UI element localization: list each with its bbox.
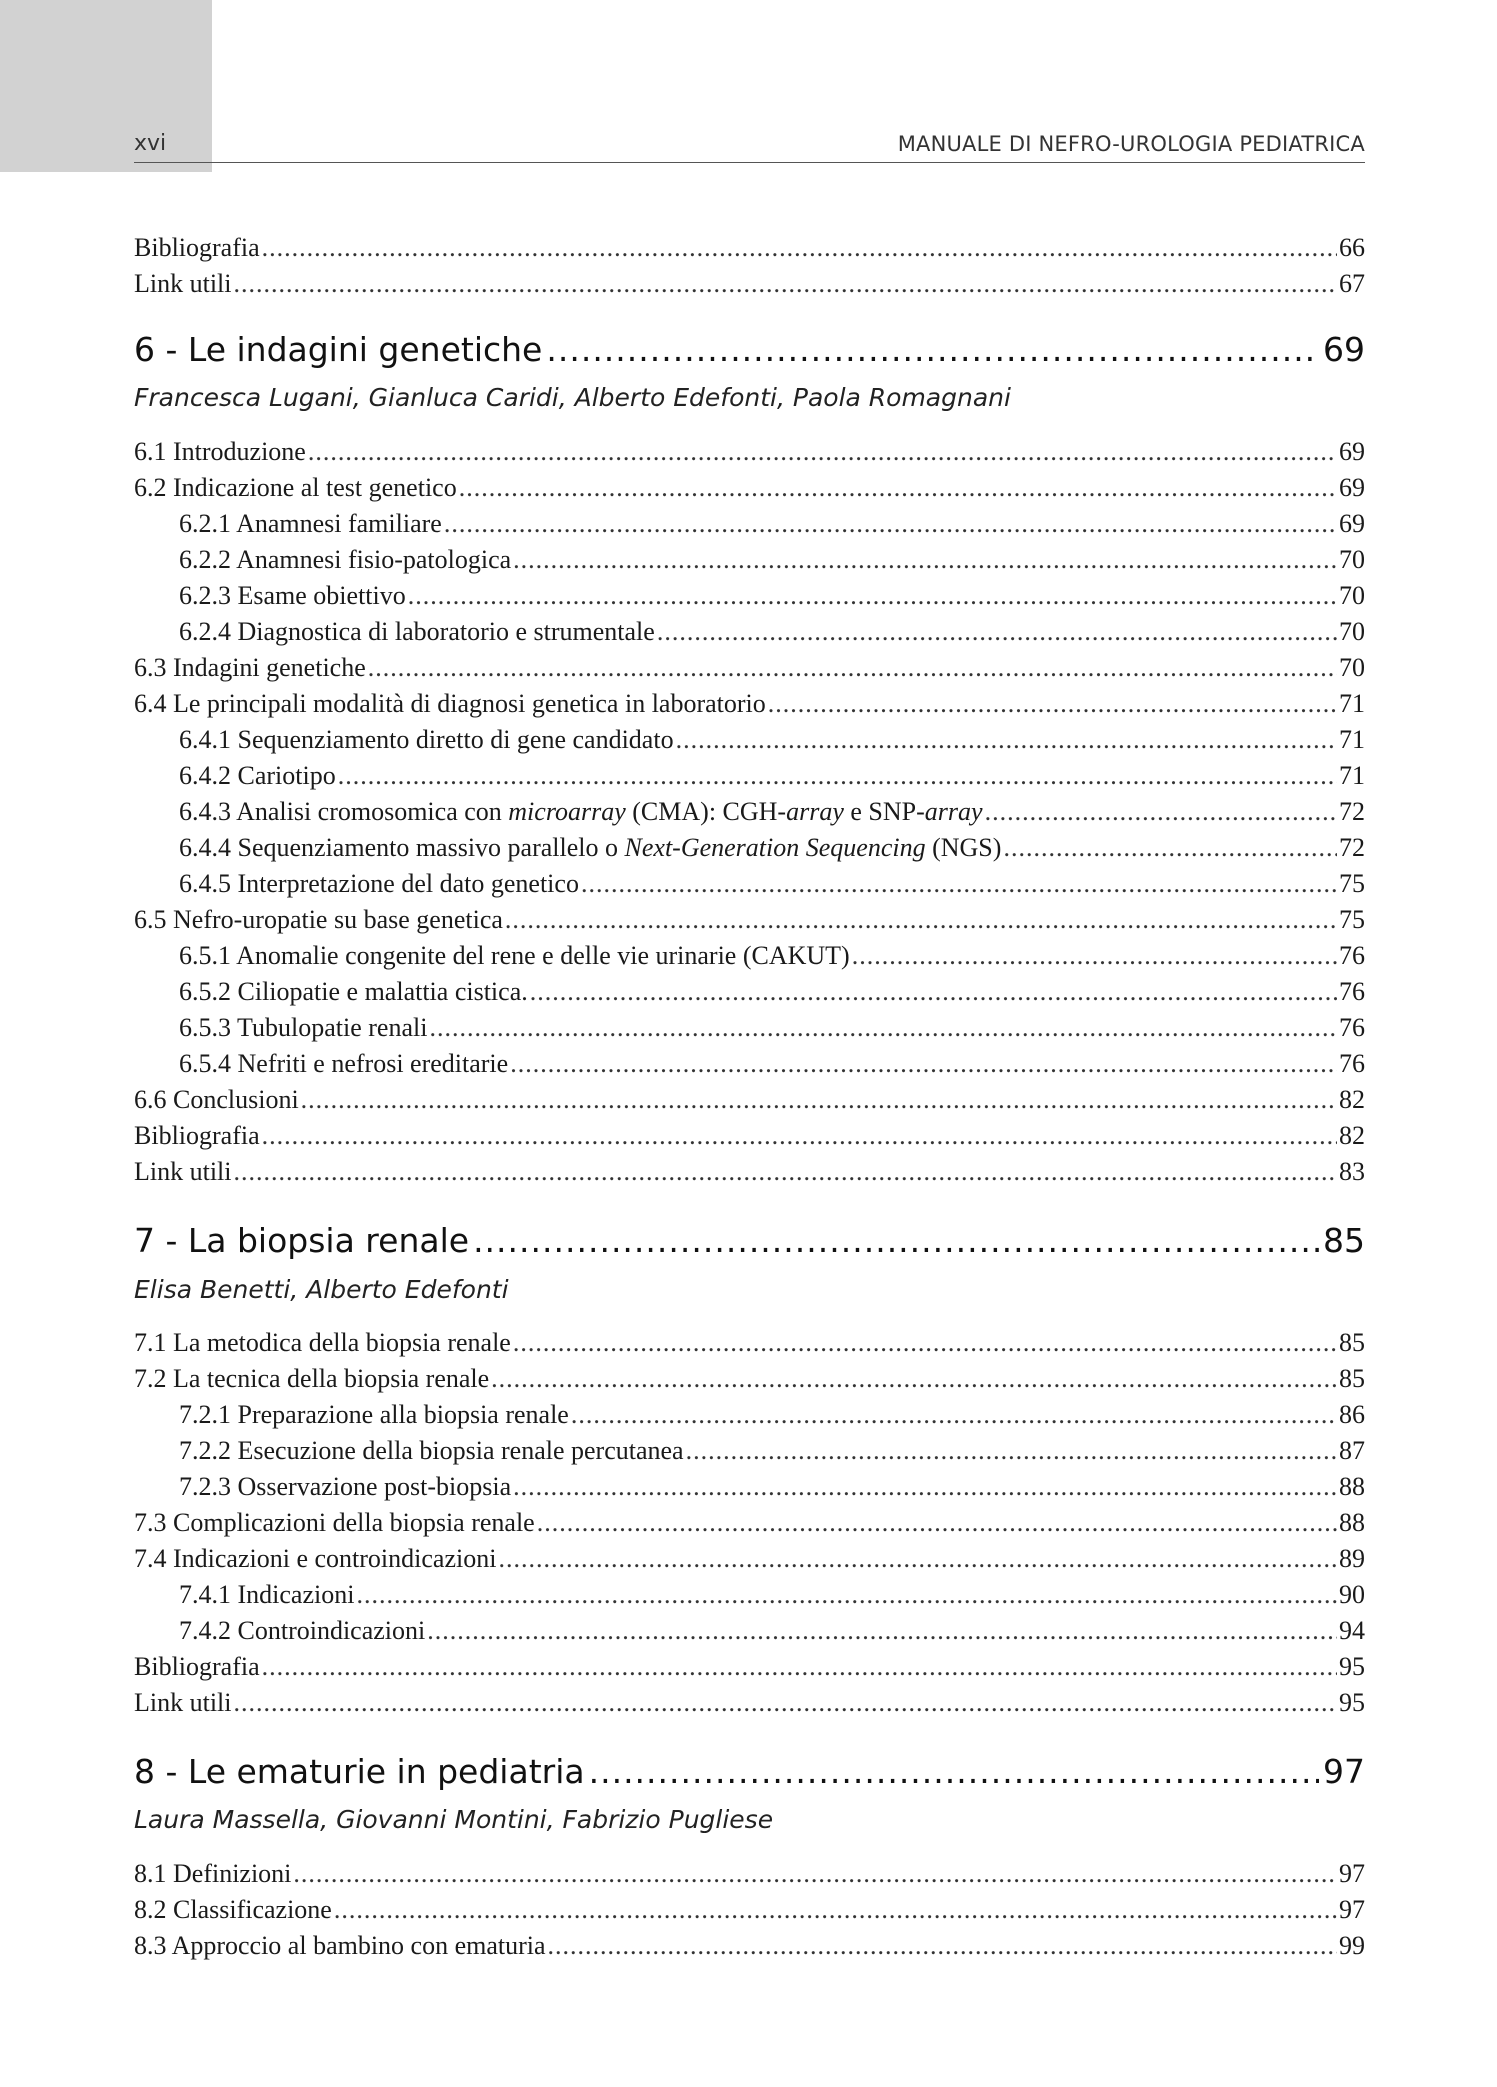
toc-subentry[interactable]: 6.5.4 Nefriti e nefrosi ereditarie ..... 76	[179, 1048, 1365, 1080]
toc-entry[interactable]: Link utili ..... 83	[134, 1156, 1365, 1188]
toc-subentry[interactable]: 6.4.3 Analisi cromosomica con microarray (CMA): CGH-array e SNP-array ..... 72	[179, 796, 1365, 828]
toc-subentry[interactable]: 6.5.2 Ciliopatie e malattia cistica. ..... 76	[179, 976, 1365, 1008]
running-header	[134, 126, 1365, 163]
toc-subentry[interactable]: 7.2.3 Osservazione post-biopsia ..... 88	[179, 1471, 1365, 1503]
toc-subentry[interactable]: 6.4.5 Interpretazione del dato genetico ..... 75	[179, 868, 1365, 900]
toc-subentry[interactable]: 6.4.1 Sequenziamento diretto di gene candidato ..... 71	[179, 724, 1365, 756]
chapter-heading[interactable]: 6 - Le indagini genetiche ..... 69	[134, 330, 1365, 370]
toc-entry[interactable]: 7.4 Indicazioni e controindicazioni ..... 89	[134, 1543, 1365, 1575]
page-number: xvi	[134, 131, 167, 156]
toc-entry[interactable]: 8.3 Approccio al bambino con ematuria ..... 99	[134, 1930, 1365, 1962]
toc-entry[interactable]: 7.2 La tecnica della biopsia renale ..... 85	[134, 1363, 1365, 1395]
toc-subentry[interactable]: 6.2.4 Diagnostica di laboratorio e strumentale ..... 70	[179, 616, 1365, 648]
chapter-authors: Francesca Lugani, Gianluca Caridi, Alberto Edefonti, Paola Romagnani	[134, 383, 1011, 412]
toc-entry[interactable]: 8.2 Classificazione ..... 97	[134, 1894, 1365, 1926]
toc-entry[interactable]: Bibliografia ..... 66	[134, 232, 1365, 264]
toc-entry[interactable]: 8.1 Definizioni ..... 97	[134, 1858, 1365, 1890]
toc-subentry[interactable]: 6.4.2 Cariotipo ..... 71	[179, 760, 1365, 792]
running-title: MANUALE DI NEFRO-UROLOGIA PEDIATRICA	[897, 132, 1365, 156]
chapter-authors: Laura Massella, Giovanni Montini, Fabrizio Pugliese	[134, 1805, 774, 1834]
toc-entry[interactable]: 6.1 Introduzione ..... 69	[134, 436, 1365, 468]
toc-subentry[interactable]: 7.4.1 Indicazioni ..... 90	[179, 1579, 1365, 1611]
toc-entry[interactable]: Bibliografia ..... 82	[134, 1120, 1365, 1152]
toc-subentry[interactable]: 6.2.1 Anamnesi familiare ..... 69	[179, 508, 1365, 540]
toc-entry[interactable]: 6.3 Indagini genetiche ..... 70	[134, 652, 1365, 684]
toc-subentry[interactable]: 6.2.3 Esame obiettivo ..... 70	[179, 580, 1365, 612]
toc-entry[interactable]: 6.6 Conclusioni ..... 82	[134, 1084, 1365, 1116]
toc-subentry[interactable]: 6.4.4 Sequenziamento massivo parallelo o Next-Generation Sequencing (NGS) ..... 72	[179, 832, 1365, 864]
toc-entry[interactable]: Link utili ..... 95	[134, 1687, 1365, 1719]
toc-subentry[interactable]: 6.5.1 Anomalie congenite del rene e delle vie urinarie (CAKUT) ..... 76	[179, 940, 1365, 972]
chapter-authors: Elisa Benetti, Alberto Edefonti	[134, 1275, 509, 1304]
toc-subentry[interactable]: 7.2.2 Esecuzione della biopsia renale percutanea ..... 87	[179, 1435, 1365, 1467]
toc-subentry[interactable]: 7.2.1 Preparazione alla biopsia renale ..... 86	[179, 1399, 1365, 1431]
toc-subentry[interactable]: 6.5.3 Tubulopatie renali ..... 76	[179, 1012, 1365, 1044]
toc-entry[interactable]: 7.1 La metodica della biopsia renale ..... 85	[134, 1327, 1365, 1359]
chapter-heading[interactable]: 8 - Le ematurie in pediatria ..... 97	[134, 1752, 1365, 1792]
toc-subentry[interactable]: 7.4.2 Controindicazioni ..... 94	[179, 1615, 1365, 1647]
chapter-heading[interactable]: 7 - La biopsia renale ..... 85	[134, 1221, 1365, 1261]
toc-subentry[interactable]: 6.2.2 Anamnesi fisio-patologica ..... 70	[179, 544, 1365, 576]
toc-entry[interactable]: Link utili ..... 67	[134, 268, 1365, 300]
toc-entry[interactable]: 6.2 Indicazione al test genetico ..... 69	[134, 472, 1365, 504]
toc-entry[interactable]: 6.5 Nefro-uropatie su base genetica ..... 75	[134, 904, 1365, 936]
toc-entry[interactable]: 7.3 Complicazioni della biopsia renale ..... 88	[134, 1507, 1365, 1539]
toc-entry[interactable]: 6.4 Le principali modalità di diagnosi genetica in laboratorio ..... 71	[134, 688, 1365, 720]
toc-entry[interactable]: Bibliografia ..... 95	[134, 1651, 1365, 1683]
